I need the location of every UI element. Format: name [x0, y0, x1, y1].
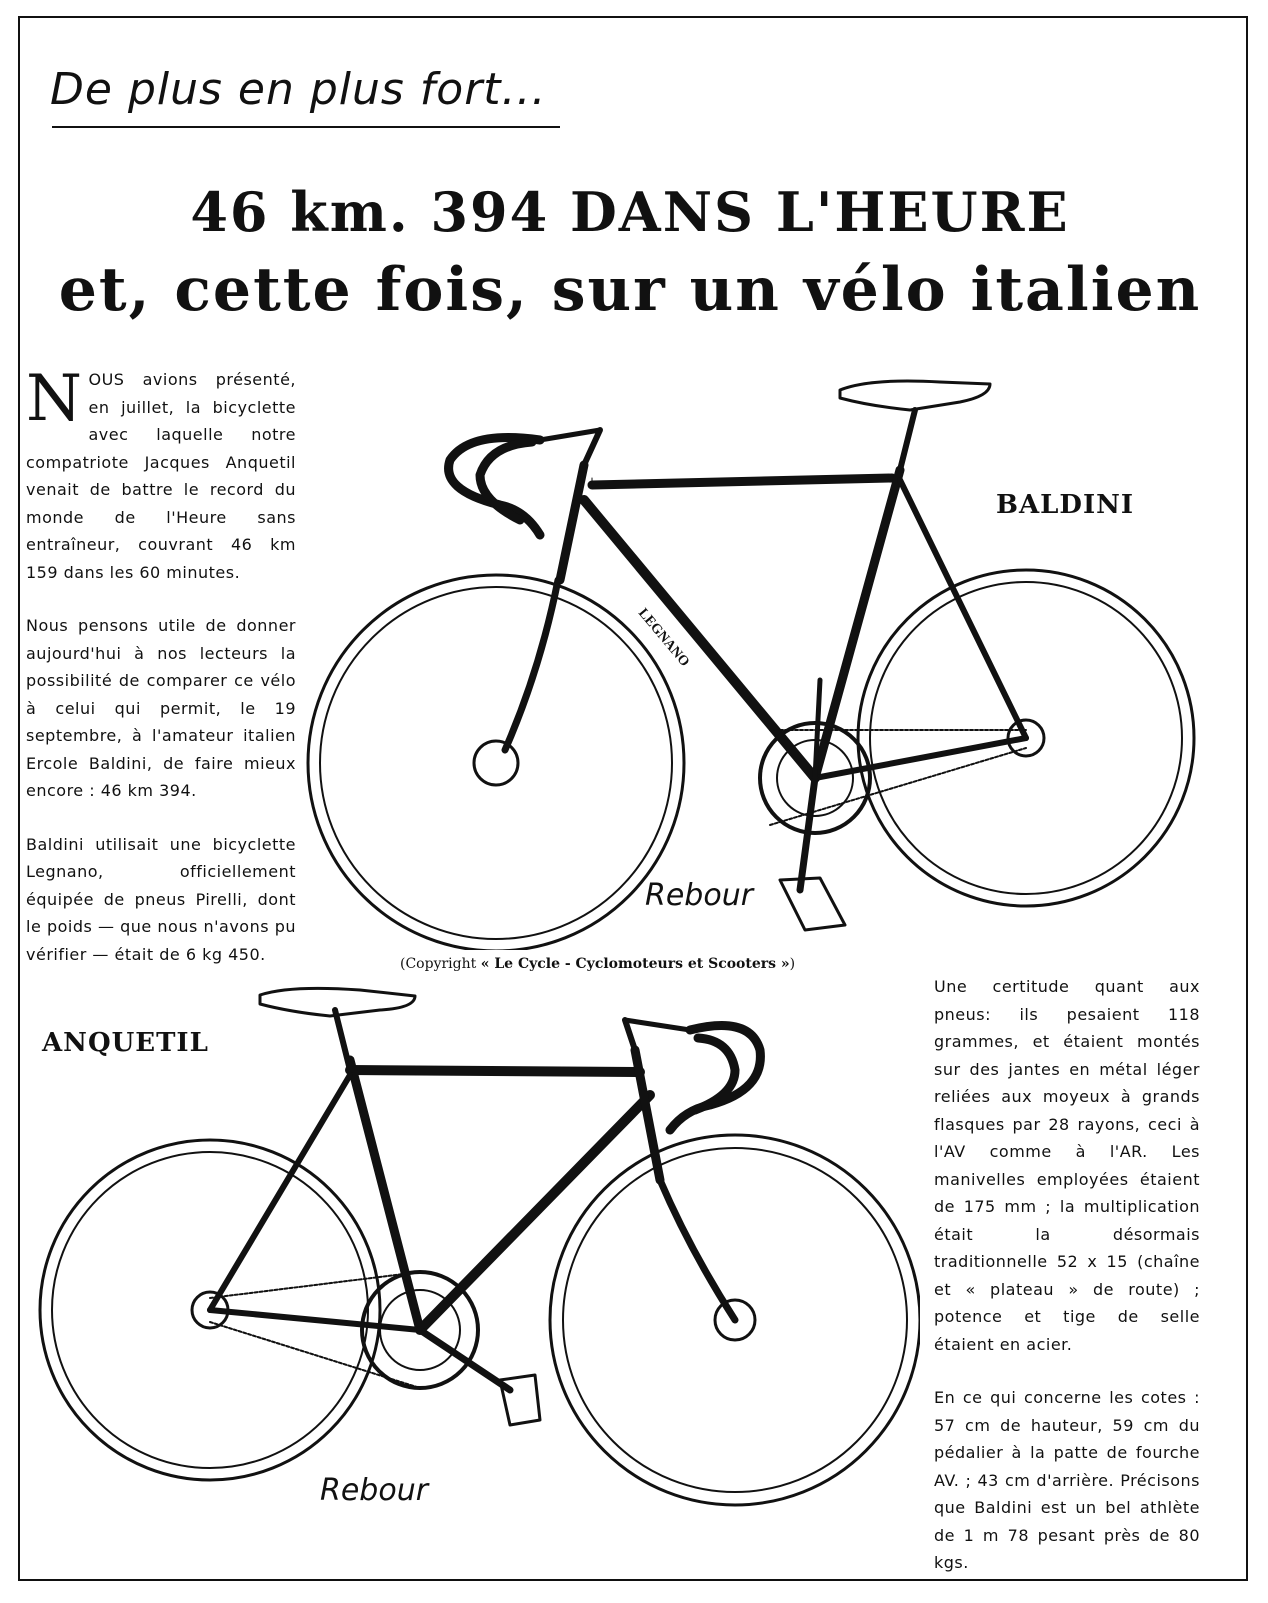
baldini-artist-signature: Rebour [645, 878, 754, 913]
dropcap: N [26, 362, 83, 436]
baldini-frame-decal: LEGNANO [634, 605, 692, 670]
copyright-suffix: ) [789, 956, 796, 972]
left-article-column [26, 362, 296, 994]
anquetil-bicycle-illustration [30, 980, 920, 1540]
headline-line-2: et, cette fois, sur un vélo italien [58, 255, 1202, 325]
left-paragraph-2: Nous pensons utile de donner aujourd'hui à nos lecteurs la possibilité de comparer ce vélo à celui qui permit, le 19 septembre, à l'amateur italien Ercole Baldini, de faire mieux encore : 46 km 394. [26, 616, 296, 800]
copyright-source: « Le Cycle - Cyclomoteurs et Scooters » [480, 956, 790, 972]
copyright-caption [400, 956, 795, 972]
baldini-bicycle-illustration [300, 370, 1210, 950]
baldini-front-wheel [308, 575, 684, 950]
right-paragraph-2: En ce qui concerne les cotes : 57 cm de hauteur, 59 cm du pédalier à la patte de fourche AV. ; 43 cm d'arrière. Précisons que Baldini est un bel athlète de 1 m 78 pesant près de 80 kgs. [934, 1388, 1200, 1572]
left-paragraph-3: Baldini utilisait une bicyclette Legnano, officiellement équipée de pneus Pirelli, dont le poids — que nous n'avons pu vérifier — était de 6 kg 450. [26, 834, 296, 964]
kicker: De plus en plus fort... [50, 64, 547, 115]
kicker-underline [52, 126, 560, 128]
left-paragraph-1 [26, 362, 296, 586]
baldini-label: BALDINI [996, 490, 1135, 520]
anquetil-label: ANQUETIL [42, 1028, 209, 1058]
anquetil-artist-signature: Rebour [320, 1473, 429, 1508]
headline-line-1: 46 km. 394 DANS L'HEURE [190, 180, 1070, 244]
left-paragraph-1-text: OUS avions présenté, en juillet, la bicyclette avec laquelle notre compatriote Jacques Anquetil venait de battre le record du monde de l'Heure sans entraîneur, couvrant 46 km 159 dans les 60 minutes. [26, 370, 296, 582]
copyright-prefix: (Copyright [400, 956, 481, 972]
right-article-column [934, 973, 1200, 1603]
right-paragraph-1: Une certitude quant aux pneus: ils pesaient 118 grammes, et étaient montés sur des jantes en métal léger reliées aux moyeux à grands flasques par 28 rayons, ceci à l'AV comme à l'AR. Les manivelles employées étaient de 175 mm ; la multiplication était la désormais traditionnelle 52 x 15 (chaîne et « plateau » de route) ; potence et tige de selle étaient en acier. [934, 977, 1200, 1354]
